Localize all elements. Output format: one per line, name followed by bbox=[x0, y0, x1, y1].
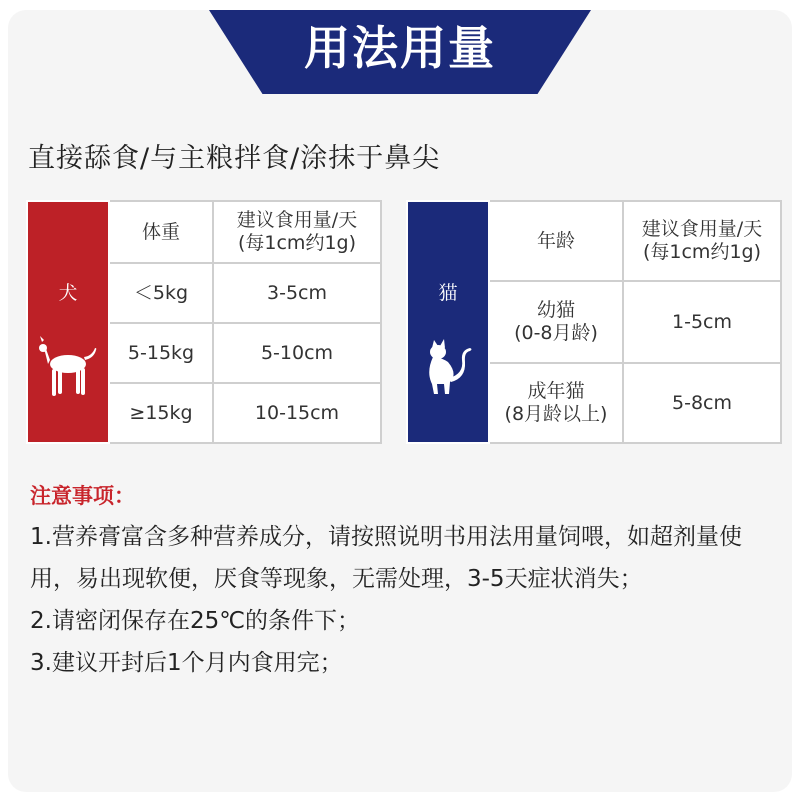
cat-row-age bbox=[489, 363, 623, 443]
cat-label: 猫 bbox=[438, 282, 458, 304]
dog-row-amount: 10-15cm bbox=[213, 383, 381, 443]
cat-dosage-table bbox=[406, 200, 782, 444]
dog-header-amount bbox=[213, 201, 381, 263]
dog-side-cell bbox=[27, 201, 109, 443]
dog-row-weight: 5-15kg bbox=[109, 323, 213, 383]
cat-row-age-line1: 成年猫 bbox=[527, 380, 585, 403]
cat-row-age-line2: (8月龄以上) bbox=[504, 403, 608, 425]
note-item: 1.营养膏富含多种营养成分，请按照说明书用法用量饲喂，如超剂量使用，易出现软便，厌食等现象，无需处理，3-5天症状消失； bbox=[30, 524, 742, 592]
dog-label: 犬 bbox=[58, 282, 78, 304]
cat-row-age-line1: 幼猫 bbox=[536, 299, 575, 322]
dog-icon bbox=[28, 336, 108, 404]
notes-title: 注意事项： bbox=[30, 484, 135, 508]
cat-header-amount-line2: (每1cm约1g) bbox=[642, 241, 762, 263]
dog-row-weight: ≥15kg bbox=[109, 383, 213, 443]
cat-header-amount bbox=[623, 201, 781, 281]
cat-row-age bbox=[489, 281, 623, 363]
dog-header-amount-line1: 建议食用量/天 bbox=[236, 209, 358, 232]
dog-header-amount-line2: (每1cm约1g) bbox=[237, 232, 357, 254]
cat-icon bbox=[408, 338, 488, 398]
cat-header-amount-line1: 建议食用量/天 bbox=[641, 218, 763, 241]
cat-row-age-line2: (0-8月龄) bbox=[514, 322, 598, 344]
usage-methods: 直接舔食/与主粮拌食/涂抹于鼻尖 bbox=[28, 143, 441, 174]
dog-row-amount: 5-10cm bbox=[213, 323, 381, 383]
dog-row-amount: 3-5cm bbox=[213, 263, 381, 323]
cat-header-age: 年龄 bbox=[489, 201, 623, 281]
note-item: 2.请密闭保存在25℃的条件下； bbox=[30, 608, 361, 634]
page-title: 用法用量 bbox=[304, 21, 496, 75]
cat-row-amount: 1-5cm bbox=[623, 281, 781, 363]
dog-dosage-table bbox=[26, 200, 382, 444]
note-item: 3.建议开封后1个月内食用完； bbox=[30, 650, 343, 676]
cat-row-amount: 5-8cm bbox=[623, 363, 781, 443]
dog-header-weight: 体重 bbox=[109, 201, 213, 263]
cat-side-cell bbox=[407, 201, 489, 443]
dog-row-weight: ＜5kg bbox=[109, 263, 213, 323]
